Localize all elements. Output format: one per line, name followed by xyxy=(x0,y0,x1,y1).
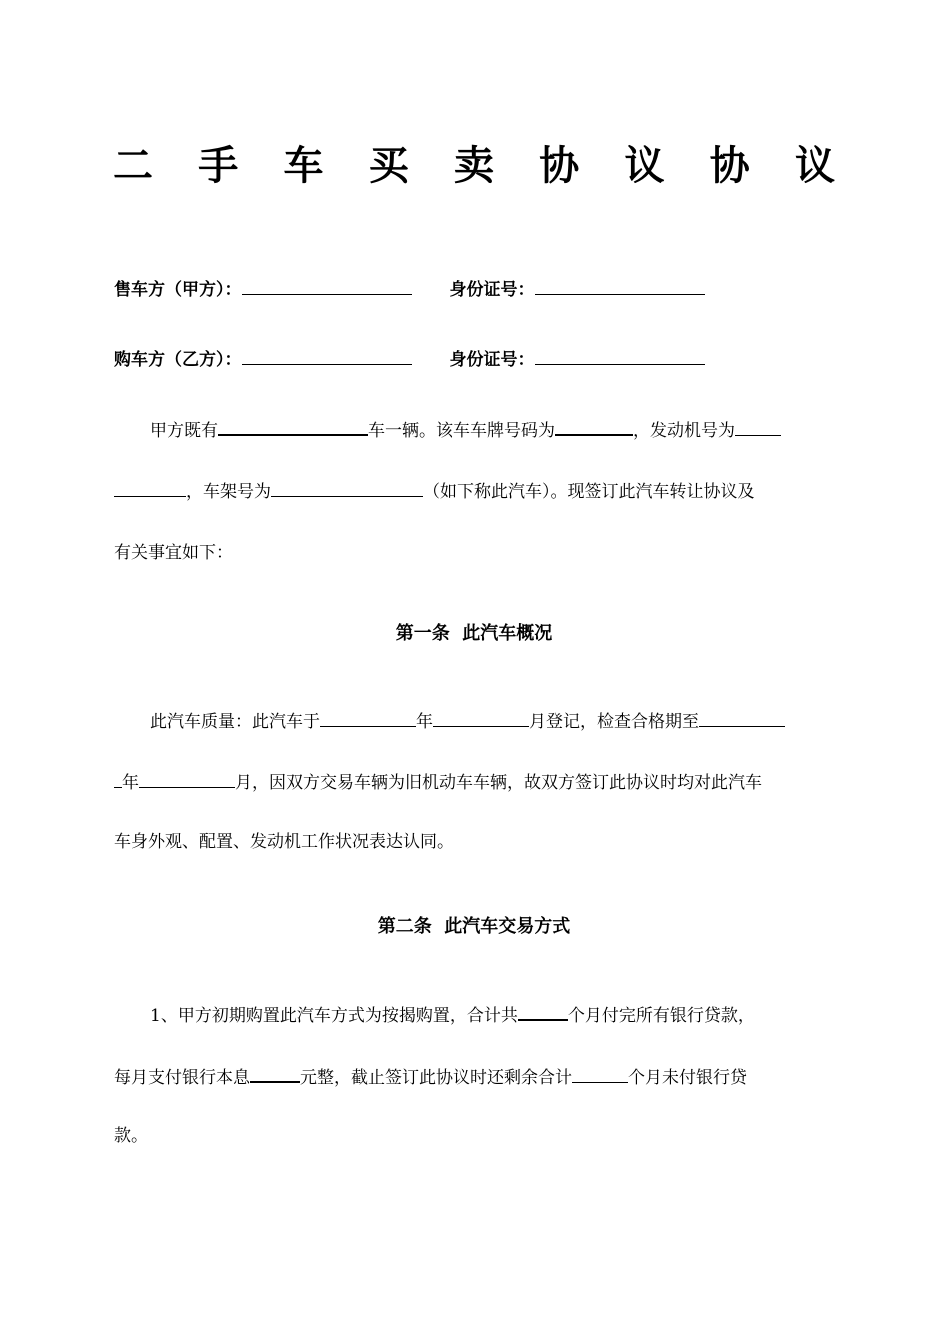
article-text: 1、甲方初期购置此汽车方式为按揭购置，合计共 xyxy=(150,1006,518,1026)
title-char: 议 xyxy=(795,143,835,189)
total-months-blank xyxy=(518,1004,568,1021)
buyer-label: 购车方（乙方）： xyxy=(114,350,242,370)
article-text: 此汽车质量：此汽车于 xyxy=(150,712,320,732)
seller-id-label: 身份证号： xyxy=(449,280,535,300)
intro-text: ，发动机号为 xyxy=(633,421,735,441)
article-1-line-1 xyxy=(114,710,870,734)
seller-label: 售车方（甲方）： xyxy=(114,280,242,300)
title-char: 议 xyxy=(624,143,665,189)
article-text: 个月未付银行贷 xyxy=(628,1068,747,1088)
plate-number-blank xyxy=(555,419,633,436)
buyer-id-label: 身份证号： xyxy=(449,350,535,370)
inspection-year-blank-cont xyxy=(114,771,122,788)
intro-text: 甲方既有 xyxy=(150,421,218,441)
article-1-line-3 xyxy=(114,830,834,854)
title-char: 买 xyxy=(368,143,409,189)
intro-text: 车一辆。该车车牌号码为 xyxy=(368,421,555,441)
article-1-line-2 xyxy=(114,771,834,795)
buyer-row xyxy=(114,347,705,372)
remaining-months-blank xyxy=(572,1066,628,1083)
intro-line-2 xyxy=(114,480,834,504)
register-year-blank xyxy=(320,710,416,727)
buyer-name-blank xyxy=(242,347,412,365)
article-2-line-2 xyxy=(114,1066,834,1090)
article-text: 个月付完所有银行贷款， xyxy=(567,1006,755,1026)
title-char: 二 xyxy=(113,143,153,189)
article-text: 每月支付银行本息 xyxy=(114,1068,250,1088)
frame-number-blank xyxy=(271,480,423,497)
article-1-heading: 第一条 此汽车概况 xyxy=(395,623,553,644)
article-text: 月，因双方交易车辆为旧机动车车辆，故双方签订此协议时均对此汽车 xyxy=(235,773,762,793)
intro-line-3 xyxy=(114,541,834,565)
title-char: 协 xyxy=(539,143,580,189)
car-model-blank xyxy=(218,419,368,436)
seller-id-blank xyxy=(535,277,705,295)
title-char: 手 xyxy=(198,143,239,189)
register-month-blank xyxy=(433,710,529,727)
inspection-year-blank xyxy=(699,710,785,727)
article-text: 年 xyxy=(122,773,139,793)
article-2-heading: 第二条 此汽车交易方式 xyxy=(377,916,571,937)
buyer-id-blank xyxy=(535,347,705,365)
article-2-line-3 xyxy=(114,1124,834,1148)
article-text: 元整，截止签订此协议时还剩余合计 xyxy=(300,1068,572,1088)
title-char: 车 xyxy=(283,143,324,189)
engine-number-blank-cont xyxy=(114,480,186,497)
monthly-payment-blank xyxy=(250,1066,300,1083)
title-char: 协 xyxy=(709,143,750,189)
article-2-line-1 xyxy=(114,1004,870,1028)
article-text: 月登记，检查合格期至 xyxy=(529,712,699,732)
intro-text: （如下称此汽车）。现签订此汽车转让协议及 xyxy=(423,482,755,502)
engine-number-blank xyxy=(735,419,781,436)
title-char: 卖 xyxy=(454,143,494,189)
seller-name-blank xyxy=(242,277,412,295)
intro-text: ，车架号为 xyxy=(186,482,271,502)
article-text: 款。 xyxy=(114,1126,148,1146)
article-text: 车身外观、配置、发动机工作状况表达认同。 xyxy=(114,832,454,852)
inspection-month-blank xyxy=(139,771,235,788)
intro-line-1 xyxy=(114,419,870,443)
document-title xyxy=(113,138,835,194)
intro-text: 有关事宜如下： xyxy=(114,543,233,563)
seller-row xyxy=(114,277,705,302)
article-text: 年 xyxy=(416,712,433,732)
